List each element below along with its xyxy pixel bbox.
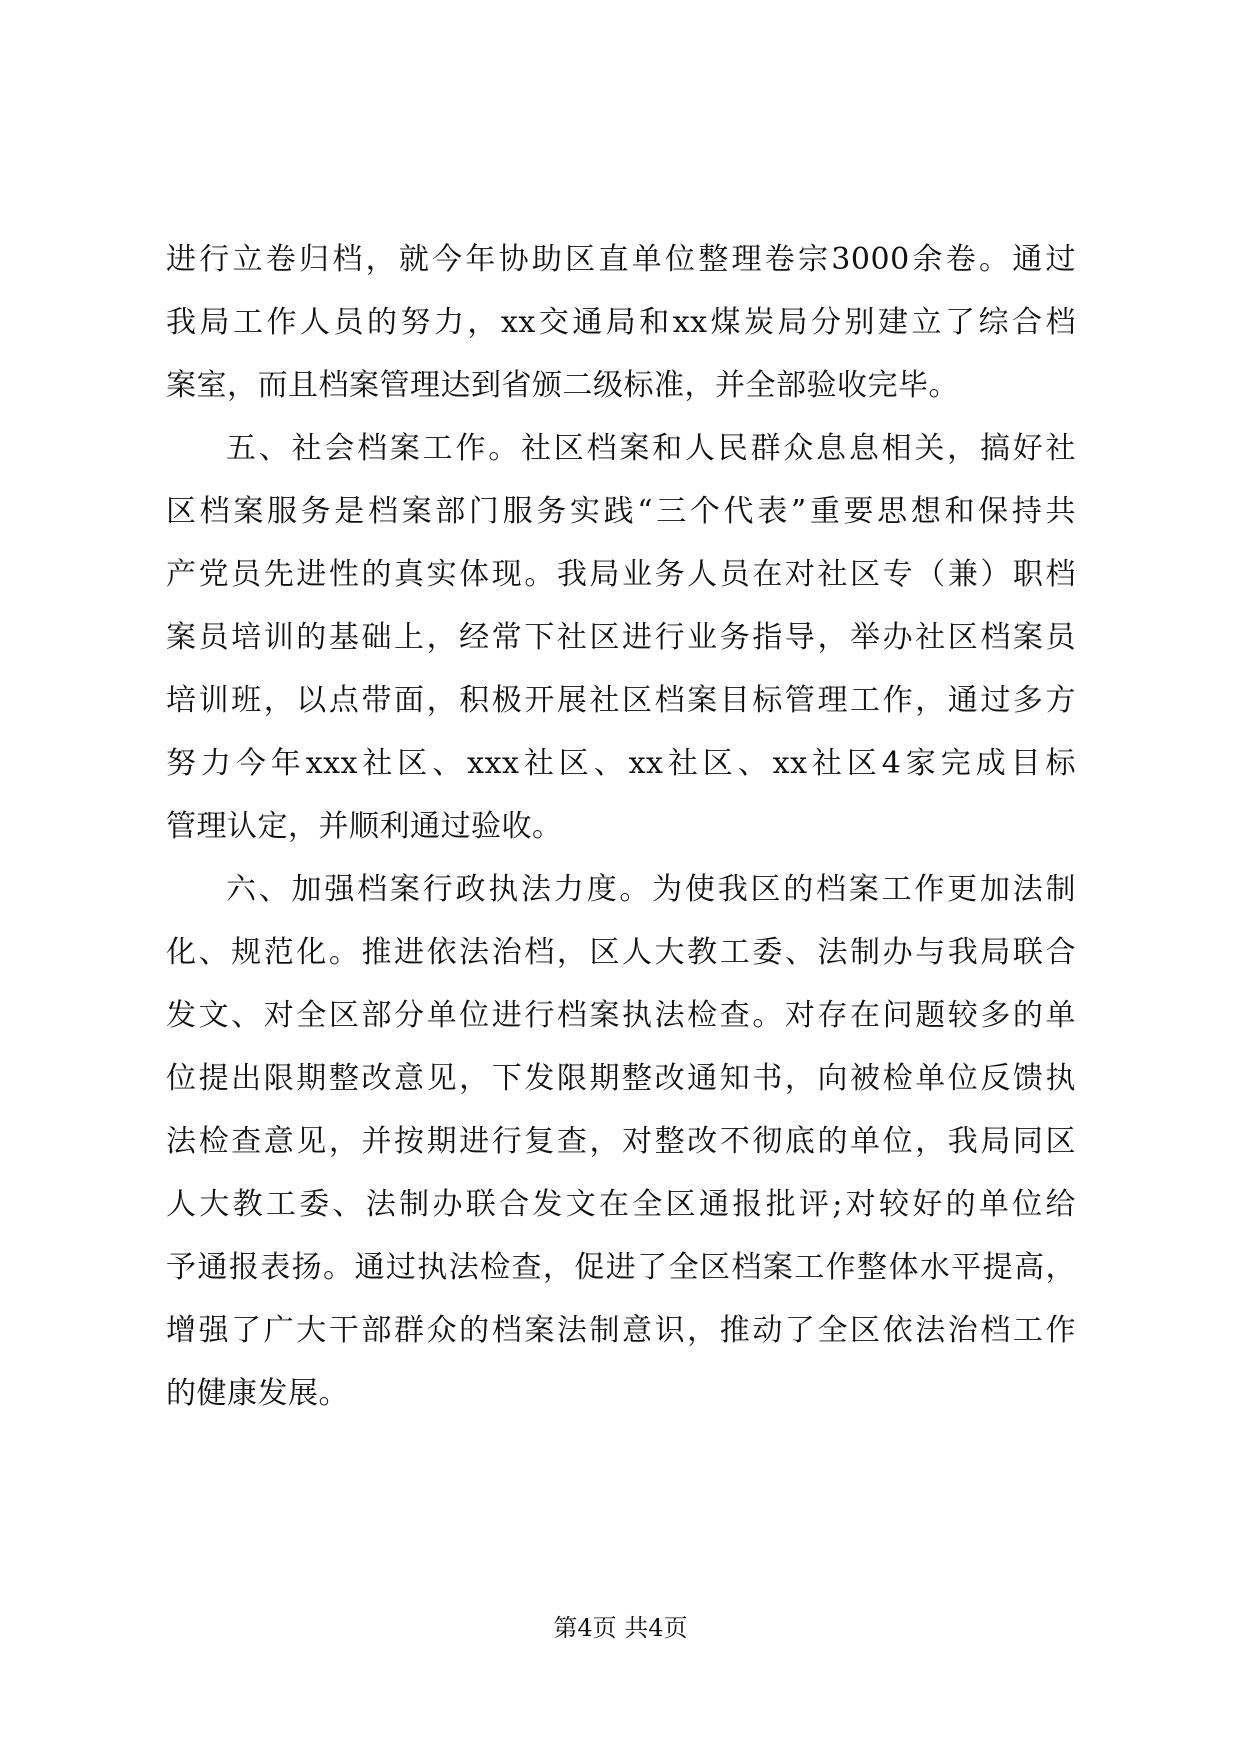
paragraph-3-line-3: 发文、对全区部分单位进行档案执法检查。对存在问题较多的单 xyxy=(166,998,1076,1033)
paragraph-2-line-4: 案员培训的基础上，经常下社区进行业务指导，举办社区档案员 xyxy=(166,620,1076,655)
paragraph-2-line-7: 管理认定，并顺利通过验收。 xyxy=(166,809,563,844)
paragraph-2-line-5: 培训班，以点带面，积极开展社区档案目标管理工作，通过多方 xyxy=(166,683,1076,718)
paragraph-2-line-6: 努力今年xxx社区、xxx社区、xx社区、xx社区4家完成目标 xyxy=(166,746,1076,781)
page-footer: 第4页 共4页 xyxy=(553,1614,688,1642)
paragraph-3-line-4: 位提出限期整改意见，下发限期整改通知书，向被检单位反馈执 xyxy=(166,1061,1076,1096)
document-body xyxy=(166,228,1076,1425)
paragraph-3-line-5: 法检查意见，并按期进行复查，对整改不彻底的单位，我局同区 xyxy=(166,1124,1076,1159)
paragraph-1-line-1: 进行立卷归档，就今年协助区直单位整理卷宗3000余卷。通过 xyxy=(166,242,1076,277)
paragraph-3-line-7: 予通报表扬。通过执法检查，促进了全区档案工作整体水平提高， xyxy=(166,1250,1076,1285)
paragraph-3-line-8: 增强了广大干部群众的档案法制意识，推动了全区依法治档工作 xyxy=(166,1313,1076,1348)
paragraph-1-line-3: 案室，而且档案管理达到省颁二级标准，并全部验收完毕。 xyxy=(166,368,959,403)
paragraph-3-line-6: 人大教工委、法制办联合发文在全区通报批评;对较好的单位给 xyxy=(166,1187,1076,1222)
paragraph-3-line-2: 化、规范化。推进依法治档，区人大教工委、法制办与我局联合 xyxy=(166,935,1076,970)
paragraph-2-line-1: 五、社会档案工作。社区档案和人民群众息息相关，搞好社 xyxy=(226,431,1076,466)
paragraph-1-line-2: 我局工作人员的努力，xx交通局和xx煤炭局分别建立了综合档 xyxy=(166,305,1076,340)
paragraph-3-line-9: 的健康发展。 xyxy=(166,1376,349,1411)
paragraph-3-line-1: 六、加强档案行政执法力度。为使我区的档案工作更加法制 xyxy=(226,872,1076,907)
paragraph-2-line-3: 产党员先进性的真实体现。我局业务人员在对社区专（兼）职档 xyxy=(166,557,1076,592)
paragraph-2-line-2: 区档案服务是档案部门服务实践“三个代表”重要思想和保持共 xyxy=(166,494,1076,529)
